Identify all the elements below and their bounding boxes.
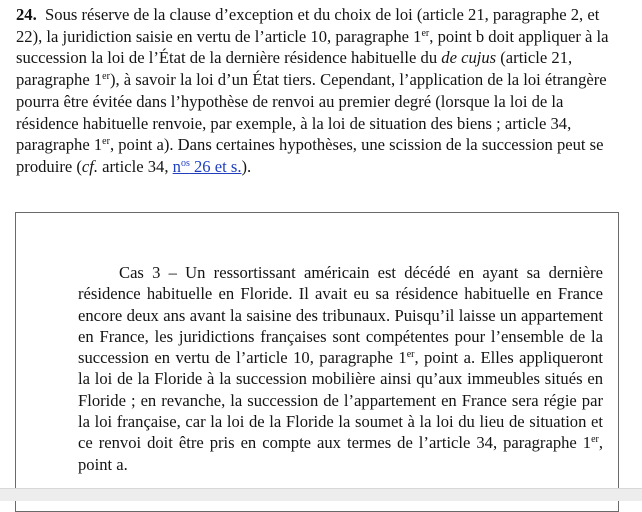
- superscript: er: [102, 71, 110, 83]
- case-text-3: , point a.: [78, 433, 603, 474]
- superscript: er: [406, 349, 415, 361]
- paragraph-text-2: , point b doit appliquer à la succession la loi de l’État de la dernière résidence habituelle du: [16, 26, 609, 68]
- paragraph-text-6: article 34,: [98, 156, 173, 176]
- paragraph-24: [16, 4, 628, 178]
- link-text-tail: 26 et s.: [189, 156, 242, 176]
- link-text: n: [172, 156, 181, 176]
- paragraph-text-3: (article 21, paragraphe 1: [16, 48, 573, 90]
- cross-reference-link[interactable]: [173, 157, 242, 176]
- superscript: er: [421, 27, 430, 39]
- case-text-2: , point a. Elles appliqueront la loi de la Floride à la succession mobilière ainsi qu’aux immeubles situés en Floride ; en revanche, la succession de l’appartement en France sera régie par la loi française, car la loi de la Floride la soumet à la loi du lieu de situation et ce renvoi doit être pris en compte aux termes de l’article 34, paragraphe 1: [78, 348, 603, 453]
- case-3-text: [78, 262, 603, 475]
- bottom-strip: [0, 488, 642, 501]
- superscript: er: [102, 136, 110, 148]
- italic-cf: cf.: [81, 156, 99, 176]
- paragraph-text-5: , point a). Dans certaines hypothèses, une scission de la succession peut se produire (: [16, 135, 604, 176]
- superscript: er: [591, 434, 599, 446]
- paragraph-number: 24.: [16, 5, 37, 24]
- link-superscript: os: [180, 157, 190, 169]
- paragraph-text-1: Sous réserve de la clause d’exception et du choix de loi (article 21, paragraphe 2, et 22), la juridiction saisie en vertu de l’article 10, paragraphe 1: [16, 5, 600, 46]
- case-box: [15, 212, 619, 512]
- paragraph-text-7: ).: [241, 156, 252, 176]
- case-text-1: Cas 3 – Un ressortissant américain est décédé en ayant sa dernière résidence habituelle en Floride. Il avait eu sa résidence habituelle en France encore deux ans avant la saisine des tribunaux. Puisqu’il laisse un appartement en France, les juridictions françaises sont compétentes pour l’ensemble de la succession en vertu de l’article 10, paragraphe 1: [78, 263, 603, 368]
- paragraph-text-4: ), à savoir la loi d’un État tiers. Cependant, l’application de la loi étrangère pourra être évitée dans l’hypothèse de renvoi au premier degré (lorsque la loi de la résidence habituelle renvoie, par exemple, à la loi de situation des biens ; article 34, paragraphe 1: [16, 70, 607, 155]
- italic-term: de cujus: [441, 48, 497, 68]
